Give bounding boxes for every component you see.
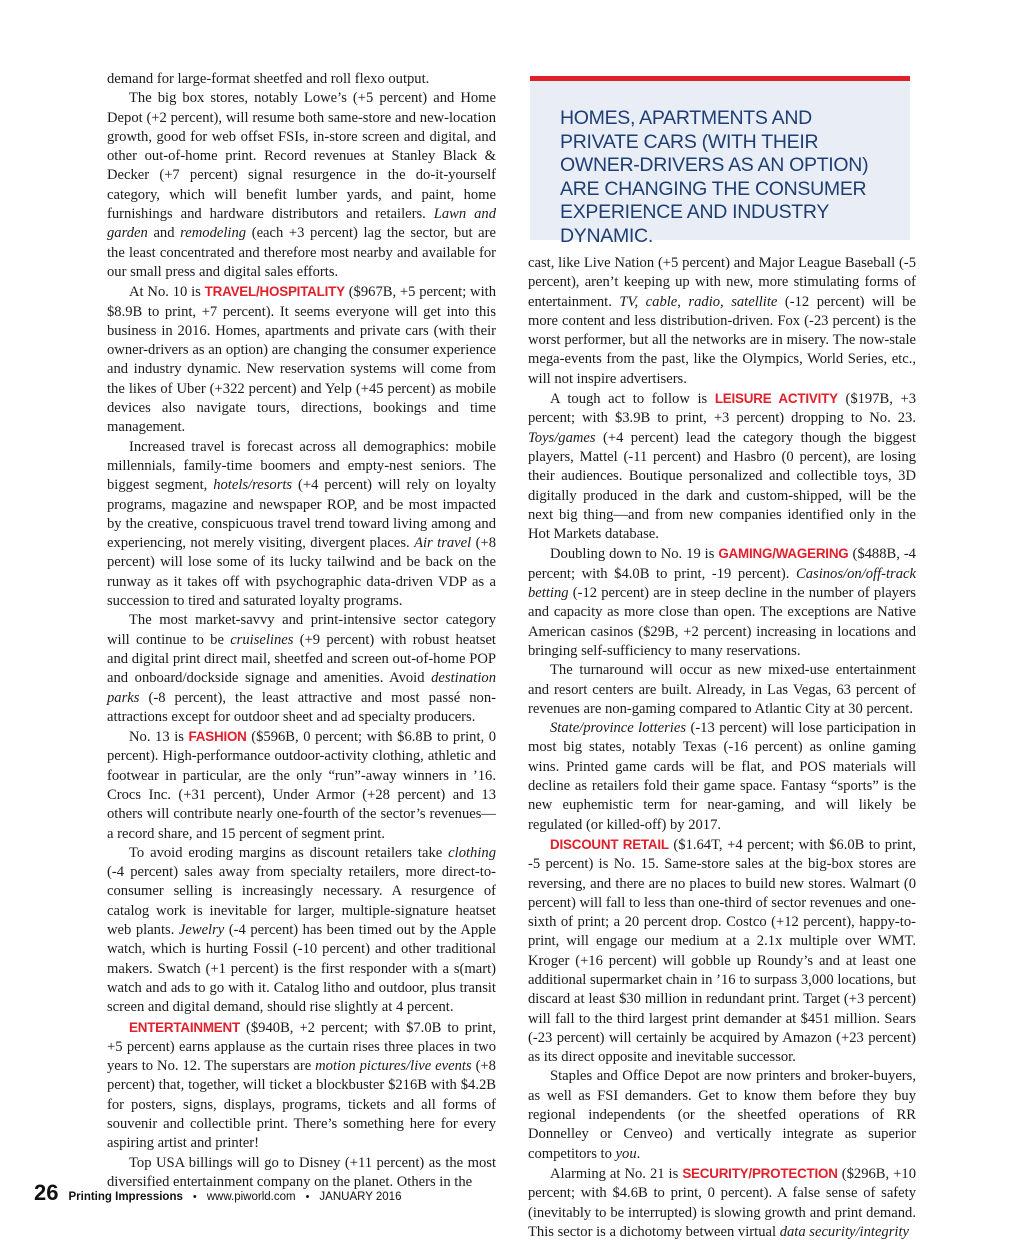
- paragraph: A tough act to follow is LEISURE ACTIVITY ($197B, +3 percent; with $3.9B to print, +3 percent) dropping to No. 23. Toys/games (+4 percent) lead the category though the biggest players, Mattel (-11 percent) and Hasbro (0 percent), are losing their audiences. Boutique personalized and collectible toys, 3D digitally produced in the dark and custom-shipped, will be the next big thing—and from new companies identified only in the Hot Markets database.: [528, 391, 917, 543]
- separator: •: [192, 1191, 197, 1203]
- paragraph: Staples and Office Depot are now printers and broker-buyers, as well as FSI demanders. Get to know them before they buy regional independents (or the sheetfed operations of RR Donnelley or Cenveo) and vertically integrate as superior competitors to you.: [528, 1068, 916, 1162]
- sector-keyword: LEISURE ACTIVITY: [714, 391, 838, 407]
- paragraph: State/province lotteries (-13 percent) will lose participation in most big states, notably Texas (-16 percent) as online gaming wins. Printed game cards will be flat, and POS materials will decline as retailers fold their game space. Fantasy “sports” is the new euphemistic term for near-gaming, and will likely be regulated (or killed-off) by 2017.: [528, 720, 917, 833]
- paragraph: At No. 10 is TRAVEL/HOSPITALITY ($967B, +5 percent; with $8.9B to print, +7 percent). It seems everyone will get into this business in 2016. Homes, apartments and private cars (with their owner-drivers as an option) are changing the consumer experience and industry dynamic. New reservation systems will come from the likes of Uber (+322 percent) and Yelp (+45 percent) as mobile devices also navigate tours, directions, bookings and time management.: [107, 284, 496, 436]
- paragraph: Doubling down to No. 19 is GAMING/WAGERING ($488B, -4 percent; with $4.0B to print, -19 percent). Casinos/on/off-track betting (-12 percent) are in steep decline in the number of players and capacity as more close than open. The exceptions are Native American casinos ($29B, +2 percent) increasing in locations and bringing self-sufficiency to many reservations.: [528, 546, 916, 659]
- right-column: [528, 254, 916, 1242]
- sector-keyword: DISCOUNT RETAIL: [550, 836, 669, 852]
- page-footer: [34, 1180, 401, 1206]
- sector-keyword: SECURITY/PROTECTION: [682, 1165, 838, 1181]
- paragraph: The big box stores, notably Lowe’s (+5 percent) and Home Depot (+2 percent), will resume both same-store and new-location growth, good for web offset FSIs, in-store screen and digital, and other out-of-home print. Record revenues at Stanley Black & Decker (+7 percent) signal resurgence in the do-it-yourself category, which will benefit lumber yards, and paint, home furnishings and hardware distributors and retailers. Lawn and garden and remodeling (each +3 percent) lag the sector, but are the least concentrated and therefore most nearby and available for our small press and digital sales efforts.: [107, 90, 496, 280]
- paragraph: The turnaround will occur as new mixed-use entertainment and resort centers are built. Already, in Las Vegas, 63 percent of revenues are non-gaming compared to Atlantic City at 30 percent.: [528, 662, 916, 717]
- paragraph: To avoid eroding margins as discount retailers take clothing (-4 percent) sales away from specialty retailers, more direct-to-consumer selling is increasingly necessary. A resurgence of catalog work is inevitable for larger, multiple-signature heatset web plants. Jewelry (-4 percent) has been timed out by the Apple watch, which is hurting Fossil (-10 percent) and other traditional makers. Swatch (+1 percent) is the first responder with a s(mart) watch and ads to go with it. Catalog litho and outdoor, plus transit screen and digital demand, should rise slightly at 4 percent.: [107, 844, 496, 1016]
- website-link[interactable]: www.piworld.com: [206, 1191, 296, 1203]
- paragraph: Increased travel is forecast across all demographics: mobile millennials, family-time boomers and empty-nest seniors. The biggest segment, hotels/resorts (+4 percent) will rely on loyalty programs, magazine and newspaper ROP, and be most impacted by the creative, conspicuous travel trend toward living among and experiencing, not merely visiting, divergent places. Air travel (+8 percent) will lose some of its lucky tailwind and be back on the runway as it takes off with psychographic data-driven VDP as a succession to tired and saturated loyalty programs.: [107, 438, 497, 610]
- sector-keyword: FASHION: [188, 729, 247, 745]
- paragraph: ENTERTAINMENT ($940B, +2 percent; with $7.0B to print, +5 percent) earns applause as the curtain rises three places in two years to No. 12. The superstars are motion pictures/live events (+8 percent) that, together, will ticket a blockbuster $216B with $4.2B for posters, signs, displays, programs, tickets and all forms of souvenir and collectible print. There’s something here for every aspiring artist and printer!: [107, 1019, 496, 1152]
- paragraph: Top USA billings will go to Disney (+11 percent) as the most diversified entertainment company on the planet. Others in the: [107, 1154, 496, 1190]
- left-column: [107, 70, 496, 1192]
- sector-keyword: TRAVEL/HOSPITALITY: [204, 284, 345, 300]
- issue-date: JANUARY 2016: [319, 1191, 402, 1203]
- paragraph: demand for large-format sheetfed and roll flexo output.: [107, 71, 430, 87]
- pull-quote-box: [530, 76, 910, 247]
- paragraph: The most market-savvy and print-intensive sector category will continue to be cruiselines (+9 percent) with robust heatset and digital print direct mail, sheetfed and screen out-of-home POP and onboard/dockside signage and amenities. Avoid destination parks (-8 percent), the least attractive and most passé non-attractions except for outdoor sheet and ad specialty producers.: [107, 612, 496, 725]
- paragraph: cast, like Live Nation (+5 percent) and Major League Baseball (-5 percent), aren’t keeping up with new, more stimulating forms of entertainment. TV, cable, radio, satellite (-12 percent) will be more content and less distribution-driven. Fox (-23 percent) is the worst performer, but all the networks are in misery. The now-stale mega-events from the past, like the Olympics, World Series, etc., will not inspire advertisers.: [528, 255, 916, 387]
- paragraph: DISCOUNT RETAIL ($1.64T, +4 percent; with $6.0B to print, -5 percent) is No. 15. Same-store sales at the big-box stores are reversing, and there are no places to build new stores. Walmart (0 percent) will fall to less than one-third of sector revenues and one-sixth of print; a 20 percent drop. Costco (+12 percent), happy-to-print, will engage our medium at a 2.1x multiple over WMT. Kroger (+16 percent) will gobble up Roundy’s and at least one additional supermarket chain in ’16 to surpass 3,000 locations, but discard at least $30 million in redundant print. Target (+3 percent) will fall to the third largest print demander at $451 million. Sears (-23 percent) will certainly be acquired by Amazon (+23 percent) as its direct opposite and inevitable successor.: [528, 836, 916, 1066]
- page-number: 26: [34, 1180, 59, 1205]
- separator: •: [305, 1191, 310, 1203]
- sector-keyword: GAMING/WAGERING: [718, 546, 849, 562]
- publication-name: Printing Impressions: [68, 1191, 183, 1203]
- paragraph: No. 13 is FASHION ($596B, 0 percent; with $6.8B to print, 0 percent). High-performance outdoor-activity clothing, athletic and footwear in particular, are the only “run”-away winners in ’16. Crocs Inc. (+31 percent), Under Armor (+28 percent) and 13 others will contribute nearly one-fourth of the sector’s revenues—a record share, and 15 percent of segment print.: [107, 729, 497, 842]
- paragraph: Alarming at No. 21 is SECURITY/PROTECTION ($296B, +10 percent; with $4.6B to print, 0 percent). A false sense of safety (inevitably to be interrupted) is slowing growth and print demand. This sector is a dichotomy between virtual data security/integrity: [528, 1165, 917, 1240]
- pull-quote: HOMES, APARTMENTS AND PRIVATE CARS (WITH THEIR OWNER-DRIVERS AS AN OPTION) ARE CHANGING THE CONSUMER EXPERIENCE AND INDUSTRY DYNAMIC.: [560, 107, 869, 247]
- sector-keyword: ENTERTAINMENT: [129, 1019, 240, 1035]
